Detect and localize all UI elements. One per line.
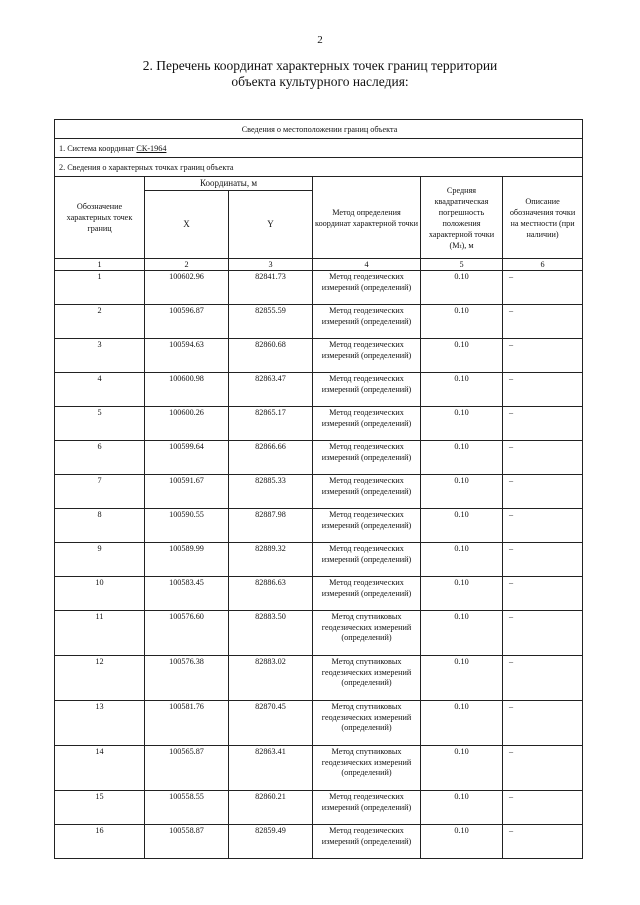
- description-cell: –: [503, 577, 583, 611]
- document-heading: [60, 58, 580, 90]
- x-coordinate: 100558.87: [145, 825, 229, 859]
- column-number: 1: [55, 259, 145, 271]
- x-coordinate: 100576.60: [145, 611, 229, 656]
- method-cell: Метод спутниковых геодезических измерений (определений): [313, 611, 421, 656]
- method-cell: Метод геодезических измерений (определений): [313, 577, 421, 611]
- accuracy-cell: 0.10: [421, 825, 503, 859]
- y-coordinate: 82870.45: [229, 701, 313, 746]
- header-accuracy: Средняя квадратическая погрешность положения характерной точки (Mₜ), м: [421, 177, 503, 259]
- description-cell: –: [503, 656, 583, 701]
- y-coordinate: 82883.02: [229, 656, 313, 701]
- x-coordinate: 100583.45: [145, 577, 229, 611]
- point-id: 7: [55, 475, 145, 509]
- accuracy-cell: 0.10: [421, 441, 503, 475]
- y-coordinate: 82841.73: [229, 271, 313, 305]
- x-coordinate: 100600.98: [145, 373, 229, 407]
- point-id: 1: [55, 271, 145, 305]
- accuracy-cell: 0.10: [421, 407, 503, 441]
- y-coordinate: 82889.32: [229, 543, 313, 577]
- x-coordinate: 100594.63: [145, 339, 229, 373]
- y-coordinate: 82855.59: [229, 305, 313, 339]
- y-coordinate: 82885.33: [229, 475, 313, 509]
- page-number: 2: [317, 34, 323, 46]
- column-number: 3: [229, 259, 313, 271]
- heading-line-1: 2. Перечень координат характерных точек границ территории: [142, 58, 498, 73]
- point-id: 2: [55, 305, 145, 339]
- point-id: 16: [55, 825, 145, 859]
- y-coordinate: 82886.63: [229, 577, 313, 611]
- accuracy-cell: 0.10: [421, 577, 503, 611]
- point-id: 14: [55, 746, 145, 791]
- description-cell: –: [503, 407, 583, 441]
- description-cell: –: [503, 373, 583, 407]
- accuracy-cell: 0.10: [421, 271, 503, 305]
- heading-line-2: объекта культурного наследия:: [231, 74, 409, 89]
- y-coordinate: 82883.50: [229, 611, 313, 656]
- description-cell: –: [503, 305, 583, 339]
- y-coordinate: 82860.68: [229, 339, 313, 373]
- method-cell: Метод спутниковых геодезических измерений (определений): [313, 701, 421, 746]
- x-coordinate: 100599.64: [145, 441, 229, 475]
- table-row: [55, 305, 583, 339]
- accuracy-cell: 0.10: [421, 373, 503, 407]
- coordinate-system-value: СК-1964: [136, 143, 167, 153]
- accuracy-cell: 0.10: [421, 305, 503, 339]
- header-method: Метод определения координат характерной точки: [313, 177, 421, 259]
- point-id: 12: [55, 656, 145, 701]
- point-id: 5: [55, 407, 145, 441]
- point-id: 15: [55, 791, 145, 825]
- table-row: [55, 373, 583, 407]
- accuracy-cell: 0.10: [421, 509, 503, 543]
- accuracy-cell: 0.10: [421, 656, 503, 701]
- method-cell: Метод геодезических измерений (определений): [313, 791, 421, 825]
- description-cell: –: [503, 701, 583, 746]
- header-y: Y: [229, 191, 313, 259]
- method-cell: Метод геодезических измерений (определений): [313, 305, 421, 339]
- method-cell: Метод геодезических измерений (определений): [313, 271, 421, 305]
- description-cell: –: [503, 543, 583, 577]
- column-number: 2: [145, 259, 229, 271]
- method-cell: Метод геодезических измерений (определений): [313, 475, 421, 509]
- point-id: 6: [55, 441, 145, 475]
- accuracy-cell: 0.10: [421, 543, 503, 577]
- method-cell: Метод геодезических измерений (определений): [313, 441, 421, 475]
- coordinate-system-label: 1. Система координат: [59, 143, 137, 153]
- table-row: [55, 577, 583, 611]
- x-coordinate: 100591.67: [145, 475, 229, 509]
- accuracy-cell: 0.10: [421, 339, 503, 373]
- point-id: 13: [55, 701, 145, 746]
- y-coordinate: 82866.66: [229, 441, 313, 475]
- method-cell: Метод геодезических измерений (определений): [313, 373, 421, 407]
- header-x: X: [145, 191, 229, 259]
- x-coordinate: 100596.87: [145, 305, 229, 339]
- y-coordinate: 82865.17: [229, 407, 313, 441]
- description-cell: –: [503, 746, 583, 791]
- description-cell: –: [503, 611, 583, 656]
- x-coordinate: 100581.76: [145, 701, 229, 746]
- y-coordinate: 82859.49: [229, 825, 313, 859]
- column-numbers-row: [55, 259, 583, 271]
- method-cell: Метод геодезических измерений (определений): [313, 825, 421, 859]
- table-row: [55, 441, 583, 475]
- table-row: [55, 271, 583, 305]
- y-coordinate: 82887.98: [229, 509, 313, 543]
- table-row: [55, 475, 583, 509]
- x-coordinate: 100589.99: [145, 543, 229, 577]
- y-coordinate: 82860.21: [229, 791, 313, 825]
- description-cell: –: [503, 339, 583, 373]
- x-coordinate: 100565.87: [145, 746, 229, 791]
- x-coordinate: 100576.38: [145, 656, 229, 701]
- x-coordinate: 100590.55: [145, 509, 229, 543]
- table-row: [55, 656, 583, 701]
- table-row: [55, 407, 583, 441]
- table-row: [55, 543, 583, 577]
- x-coordinate: 100600.26: [145, 407, 229, 441]
- table-row: [55, 701, 583, 746]
- table-row: [55, 825, 583, 859]
- point-id: 9: [55, 543, 145, 577]
- accuracy-cell: 0.10: [421, 791, 503, 825]
- header-point: Обозначение характерных точек границ: [55, 177, 145, 259]
- table-row: [55, 746, 583, 791]
- point-id: 11: [55, 611, 145, 656]
- table-row: [55, 339, 583, 373]
- accuracy-cell: 0.10: [421, 475, 503, 509]
- description-cell: –: [503, 271, 583, 305]
- method-cell: Метод геодезических измерений (определений): [313, 509, 421, 543]
- method-cell: Метод геодезических измерений (определений): [313, 407, 421, 441]
- point-id: 10: [55, 577, 145, 611]
- point-id: 8: [55, 509, 145, 543]
- column-number: 6: [503, 259, 583, 271]
- table-row: [55, 509, 583, 543]
- y-coordinate: 82863.41: [229, 746, 313, 791]
- accuracy-cell: 0.10: [421, 701, 503, 746]
- section-label: 2. Сведения о характерных точках границ объекта: [55, 158, 583, 177]
- method-cell: Метод геодезических измерений (определений): [313, 543, 421, 577]
- description-cell: –: [503, 825, 583, 859]
- x-coordinate: 100558.55: [145, 791, 229, 825]
- table-row: [55, 611, 583, 656]
- column-number: 5: [421, 259, 503, 271]
- table-title: Сведения о местоположении границ объекта: [55, 120, 583, 139]
- accuracy-cell: 0.10: [421, 611, 503, 656]
- method-cell: Метод геодезических измерений (определений): [313, 339, 421, 373]
- header-description: Описание обозначения точки на местности (при наличии): [503, 177, 583, 259]
- header-coordinates: Координаты, м: [145, 177, 313, 191]
- description-cell: –: [503, 475, 583, 509]
- description-cell: –: [503, 441, 583, 475]
- y-coordinate: 82863.47: [229, 373, 313, 407]
- method-cell: Метод спутниковых геодезических измерений (определений): [313, 656, 421, 701]
- point-id: 3: [55, 339, 145, 373]
- description-cell: –: [503, 509, 583, 543]
- x-coordinate: 100602.96: [145, 271, 229, 305]
- method-cell: Метод спутниковых геодезических измерений (определений): [313, 746, 421, 791]
- description-cell: –: [503, 791, 583, 825]
- accuracy-cell: 0.10: [421, 746, 503, 791]
- column-number: 4: [313, 259, 421, 271]
- table-row: [55, 791, 583, 825]
- coordinates-table: [54, 119, 583, 859]
- point-id: 4: [55, 373, 145, 407]
- coordinate-system-row: [55, 139, 583, 158]
